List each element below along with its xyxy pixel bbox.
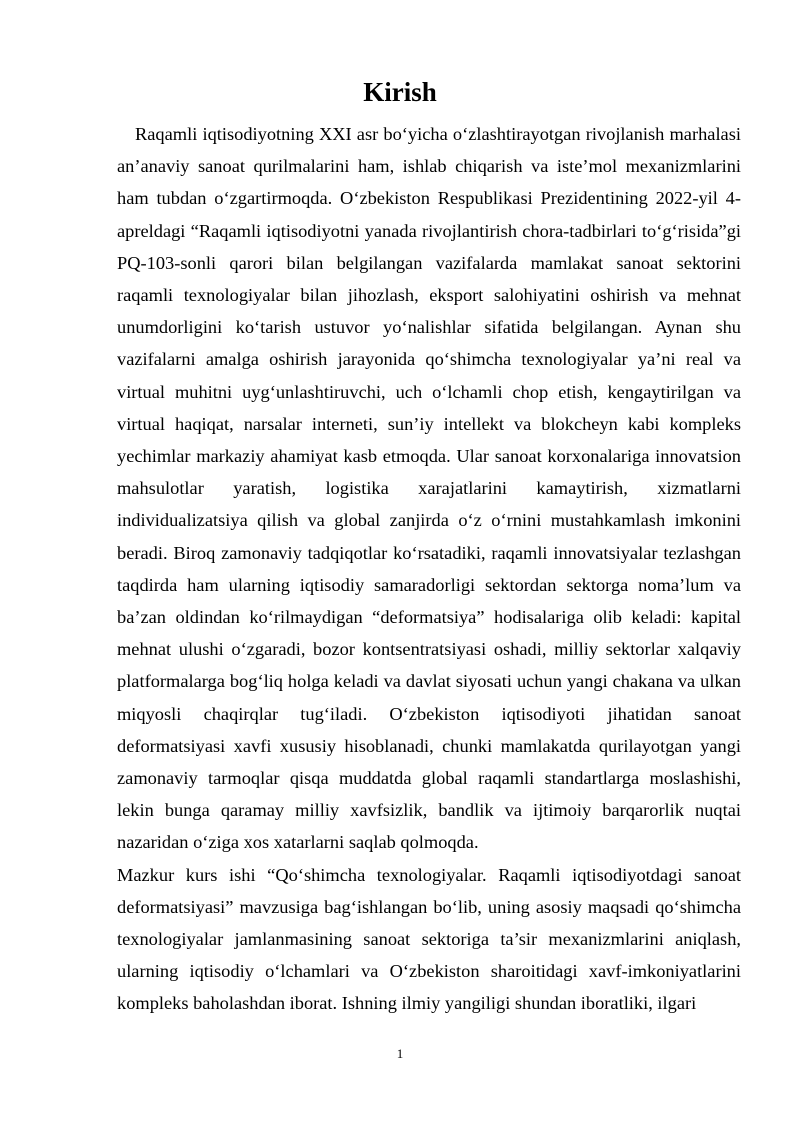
document-body bbox=[117, 118, 741, 1020]
page-title: Kirish bbox=[363, 77, 437, 107]
paragraph-introduction: Raqamli iqtisodiyotning XXI asr bo‘yicha o‘zlashtirayotgan rivojlanish marhalasi an’anaviy sanoat qurilmalarini ham, ishlab chiqarish va iste’mol mexanizmlarini ham tubdan o‘zgartirmoqda. O‘zbekiston Respublikasi Prezidentining 2022-yil 4-apreldagi “Raqamli iqtisodiyotni yanada rivojlantirish chora-tadbirlari to‘g‘risida”gi PQ-103-sonli qarori bilan belgilangan vazifalarda mamlakat sanoat sektorini raqamli texnologiyalar bilan jihozlash, eksport salohiyatini oshirish va mehnat unumdorligini ko‘tarish ustuvor yo‘nalishlar sifatida belgilangan. Aynan shu vazifalarni amalga oshirish jarayonida qo‘shimcha texnologiyalar ya’ni real va virtual muhitni uyg‘unlashtiruvchi, uch o‘lchamli chop etish, kengaytirilgan va virtual haqiqat, narsalar interneti, sun’iy intellekt va blokcheyn kabi kompleks yechimlar markaziy ahamiyat kasb etmoqda. Ular sanoat korxonalariga innovatsion mahsulotlar yaratish, logistika xarajatlarini kamaytirish, xizmatlarni individualizatsiya qilish va global zanjirda o‘z o‘rnini mustahkamlash imkonini beradi. Biroq zamonaviy tadqiqotlar ko‘rsatadiki, raqamli innovatsiyalar tezlashgan taqdirda ham ularning iqtisodiy samaradorligi sektordan sektorga noma’lum va ba’zan oldindan ko‘rilmaydigan “deformatsiya” hodisalariga olib keladi: kapital mehnat ulushi o‘zgaradi, bozor kontsentratsiyasi oshadi, milliy sektorlar xalqaviy platformalarga bog‘liq holga keladi va davlat siyosati uchun yangi chakana va ulkan miqyosli chaqirqlar tug‘iladi. O‘zbekiston iqtisodiyoti jihatidan sanoat deformatsiyasi xavfi xususiy hisoblanadi, chunki mamlakatda qurilayotgan yangi zamonaviy tarmoqlar qisqa muddatda global raqamli standartlarga moslashishi, lekin bunga qaramay milliy xavfsizlik, bandlik va ijtimoiy barqarorlik nuqtai nazaridan o‘ziga xos xatarlarni saqlab qolmoqda. bbox=[117, 124, 741, 853]
page-number: 1 bbox=[396, 1046, 404, 1061]
paragraph-course-work-purpose: Mazkur kurs ishi “Qo‘shimcha texnologiyalar. Raqamli iqtisodiyotdagi sanoat deformatsiyasi” mavzusiga bag‘ishlangan bo‘lib, uning asosiy maqsadi qo‘shimcha texnologiyalar jamlanmasining sanoat sektoriga ta’sir mexanizmlarini aniqlash, ularning iqtisodiy o‘lchamlari va O‘zbekiston sharoitidagi xavf-imkoniyatlarini kompleks baholashdan iborat. Ishning ilmiy yangiligi shundan iboratliki, ilgari bbox=[117, 864, 741, 1014]
